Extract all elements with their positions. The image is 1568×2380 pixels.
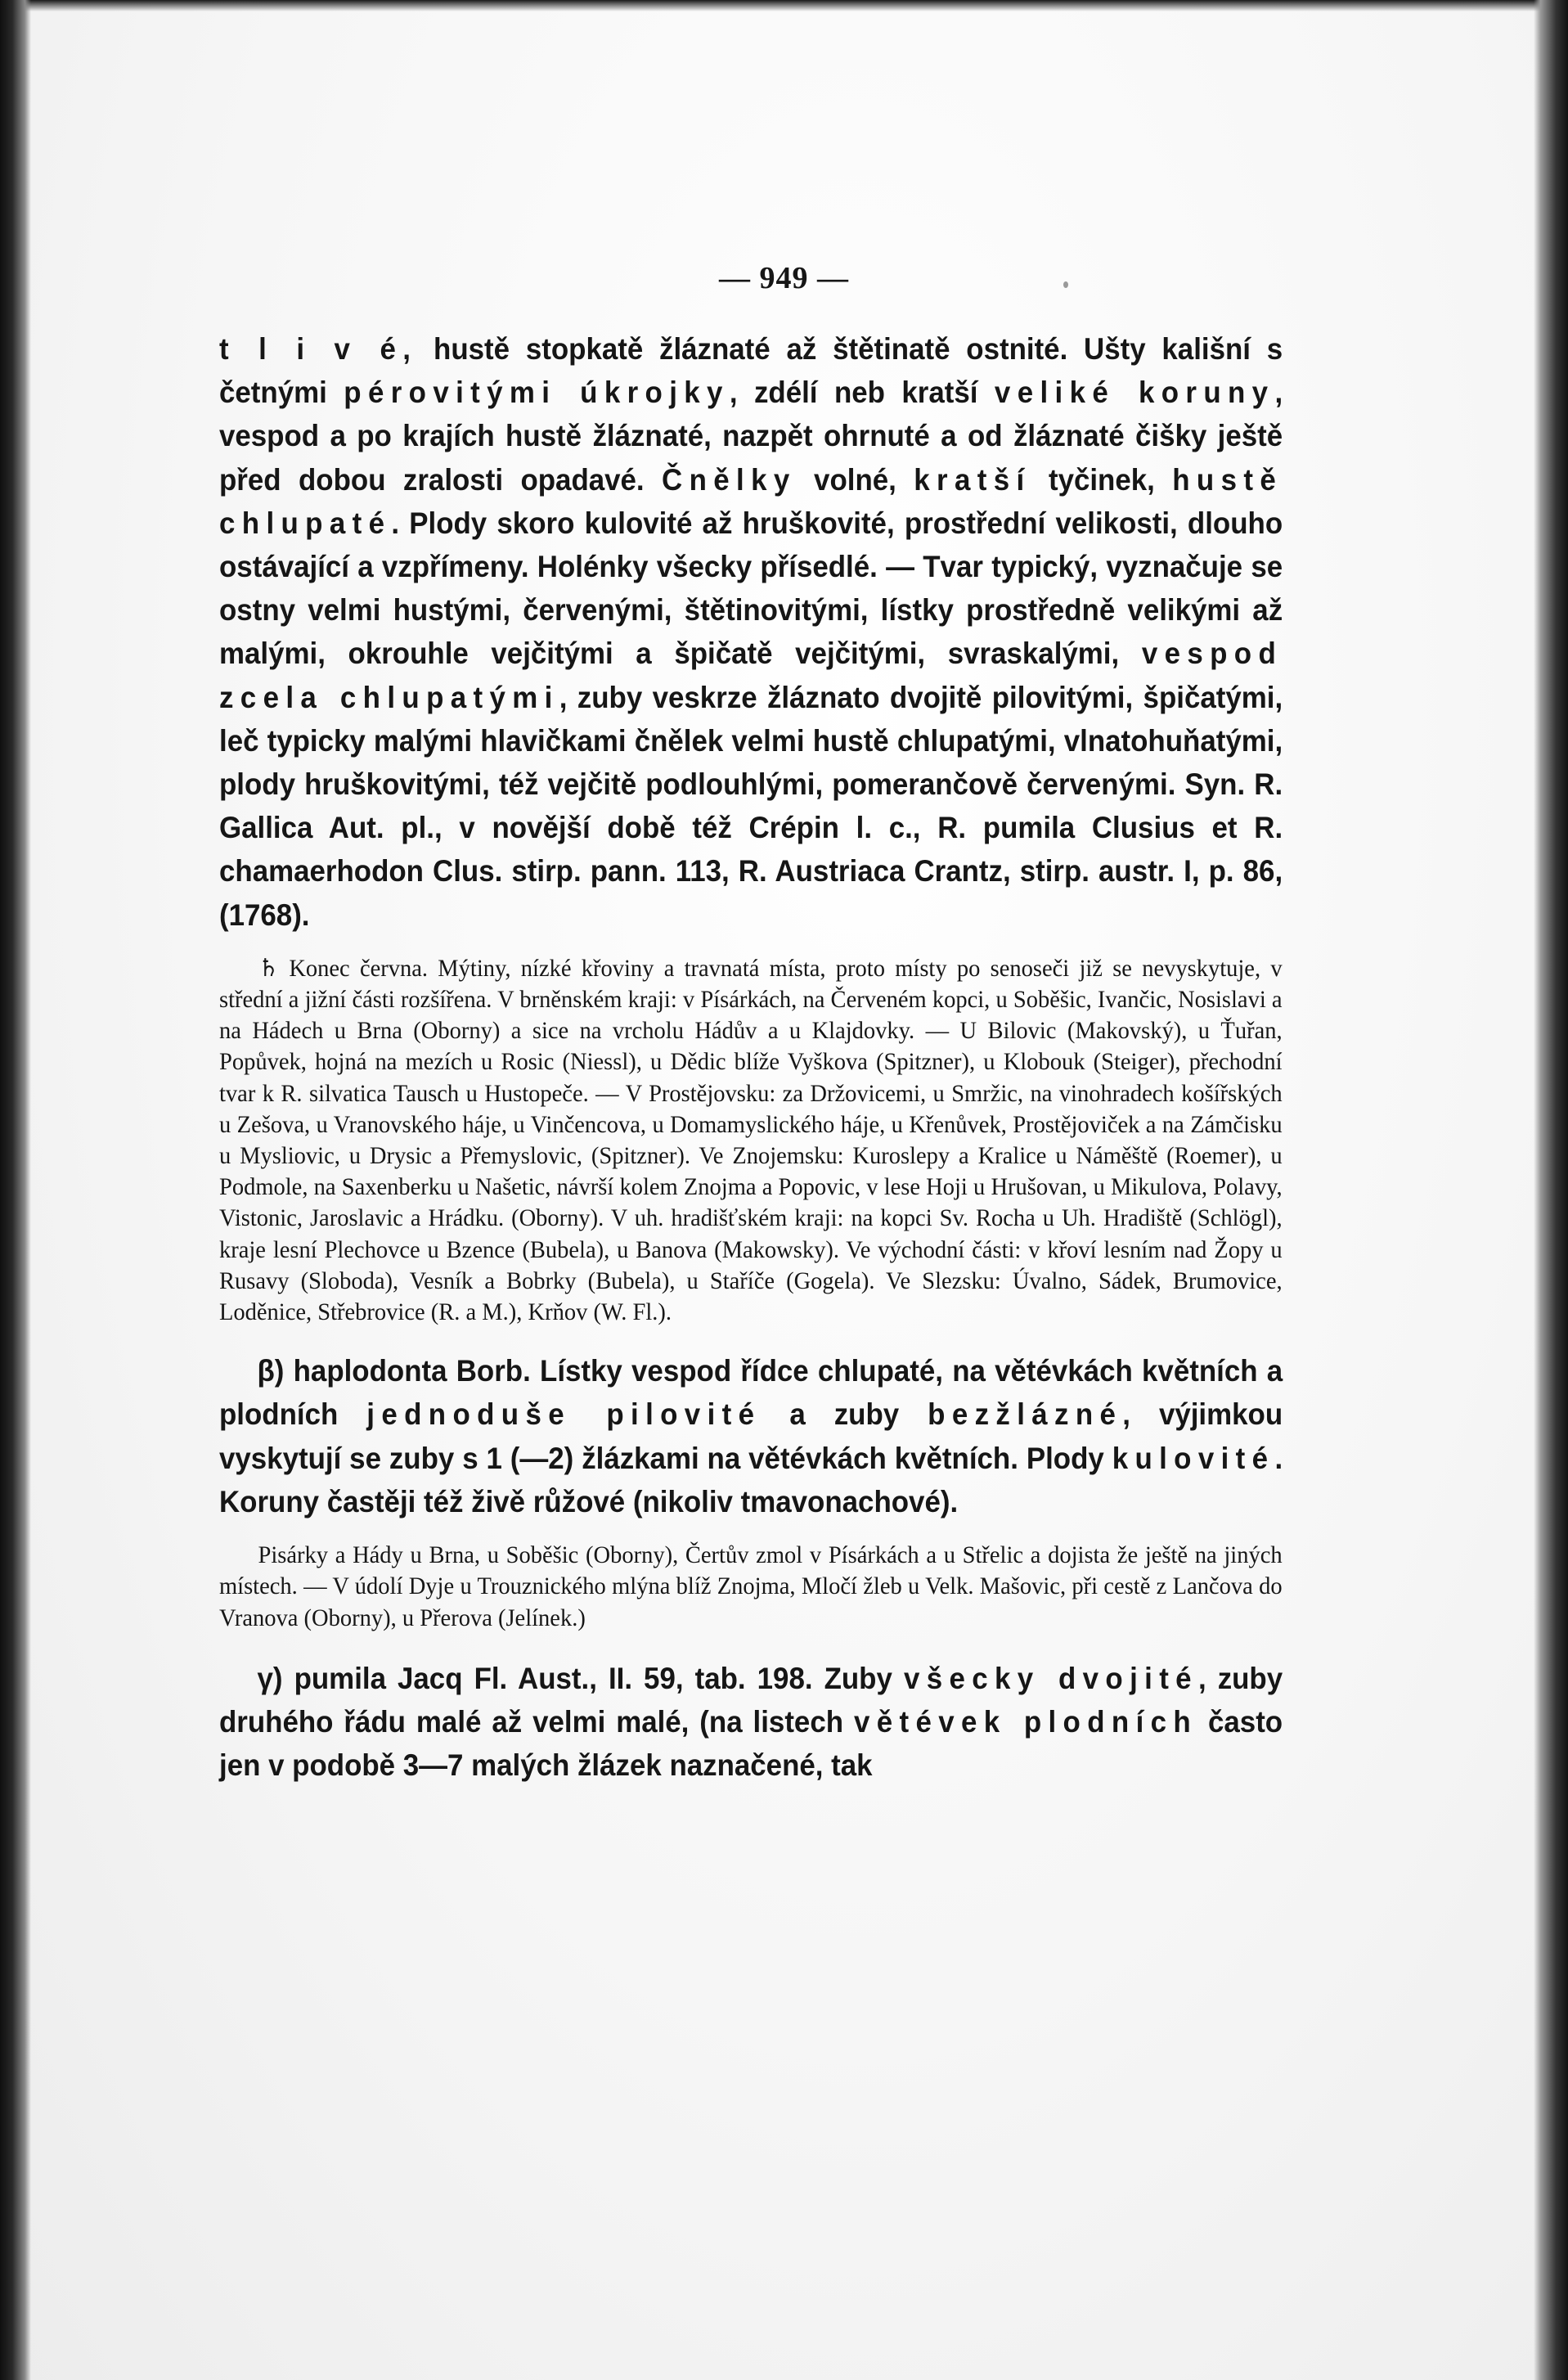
span-text: často jen v podobě 3—7 malých žlázek naznačené, tak (219, 1703, 1283, 1783)
variety-name: haplodonta Borb. (293, 1353, 531, 1388)
span-spaced: větévek plodních (853, 1703, 1198, 1739)
paragraph-gap (219, 937, 1283, 953)
span-spaced: pérovitými úkrojky (344, 375, 730, 410)
span-text: Fl. Aust., II. 59, tab. 198. Zuby (462, 1660, 904, 1695)
page-right-edge-shadow (1534, 0, 1568, 2380)
paragraph-localities: ♄ Konec června. Mýtiny, nízké křoviny a travnatá místa, proto místy po senoseči již se nevyskytuje, v střední a jižní části rozšířena. V brněnském kraji: v Písárkách, na Červeném kopci, u Soběšic, Ivančic, Nosislavi a na Hádech u Brna (Oborny) a sice na vrcholu Hádův a u Klajdovky. — U Bilovic (Makovský), u Ťuřan, Popůvek, hojná na mezích u Rosic (Niessl), u Dědic blíže Vyškova (Spitzner), u Klobouk (Steiger), přechodní tvar k R. silvatica Tausch u Hustopeče. — V Prostějovsku: za Držovicemi, u Smržic, na vinohradech košířských u Zešova, u Vranovského háje, u Vinčencova, u Domamyslického háje, u Křenůvek, Prostějoviček a na Zámčisku u Mysliovic, u Drysic a Přemyslovic, (Spitzner). Ve Znojemsku: Kuroslepy a Kralice u Náměště (Roemer), u Podmole, na Saxenberku u Našetic, návrší kolem Znojma a Popovic, v lese Hoji u Hrušovan, u Mikulova, Polavy, Vistonic, Jaroslavic a Hrádku. (Oborny). V uh. hradišťském kraji: na kopci Sv. Rocha u Uh. Hradiště (Schlögl), kraje lesní Plechovce u Bzence (Bubela), u Banova (Makowsky). Ve východní části: v křoví lesním nad Žopy u Rusavy (Sloboda), Vesník a Bobrky (Bubela), u Staříče (Gogela). Ve Slezsku: Úvalno, Sádek, Brumovice, Loděnice, Střebrovice (R. a M.), Krňov (W. Fl.). (219, 954, 1283, 1326)
variety-name: pumila Jacq (294, 1660, 463, 1695)
paragraph-gap (219, 1634, 1283, 1657)
variety-letter: γ) (257, 1660, 294, 1695)
span-text: , zuby veskrze žláznato dvojitě pilovitými, špičatými, leč typicky malými hlavičkami čnělek velmi hustě chlupatými, vlnatohuňatými, plody hruškovitými, též vejčitě podlouhlými, pomerančově červenými. Syn. R. Gallica Aut. pl., v novější době též Crépin l. c., R. pumila Clusius et R. chamaerhodon Clus. stirp. pann. 113, R. Austriaca Crantz, stirp. austr. I, p. 86, (1768). (219, 679, 1283, 932)
span-text: a zuby (761, 1397, 928, 1432)
span-text: . Koruny častěji též živě růžové (nikoliv tmavonachové). (219, 1440, 1283, 1518)
span-spaced: všecky dvojité (903, 1660, 1198, 1695)
span-text: tyčinek, (1031, 461, 1173, 497)
paragraph-gap (219, 1523, 1283, 1540)
page-top-shadow (0, 0, 1568, 11)
span-spaced: kratší (914, 461, 1031, 497)
span-spaced: hustě chlupaté (219, 461, 1283, 540)
page-number: — 949 — (719, 261, 849, 295)
span-text: hustě stopkatě žláznaté až štětinatě ostnité. Ušty kališní s četnými (219, 331, 1283, 410)
span-spaced: Čnělky (662, 461, 797, 497)
paragraph-description (219, 327, 1283, 937)
span-text: volné, (796, 461, 914, 497)
span-text: . Plody skoro kulovité až hruškovité, prostřední velikosti, dlouho ostávající a vzpřímeny. Holénky všecky přísedlé. — Tvar typický, vyznačuje se ostny velmi hustými, červenými, štětinovitými, lístky prostředně velikými až malými, okrouhle vejčitými a špičatě vejčitými, svraskalými, (219, 505, 1283, 671)
span-spaced: jednoduše pilovité (366, 1397, 762, 1432)
page-left-edge-shadow (0, 0, 31, 2380)
text-column (219, 327, 1283, 1787)
span-spaced: veliké koruny (994, 375, 1275, 410)
span-text: , zdélí neb kratší (729, 375, 995, 410)
paragraph-gap (219, 1328, 1283, 1349)
span-spaced: vespod zcela chlupatými (219, 636, 1283, 714)
variety-letter: β) (257, 1353, 294, 1388)
span-text: , zuby druhého řádu malé až velmi malé, (na listech (219, 1660, 1283, 1739)
span-spaced: t l i v é, (219, 331, 418, 366)
span-text: Lístky vespod řídce chlupaté, na větévkách květních a plodních (219, 1353, 1283, 1432)
paragraph-variety-gamma (219, 1657, 1283, 1788)
span-text: , výjimkou vyskytují se zuby s 1 (—2) žlázkami na větévkách květních. Plody (219, 1397, 1283, 1475)
span-spaced: bezžlázné (928, 1397, 1123, 1432)
paragraph-localities-beta: Pisárky a Hády u Brna, u Soběšic (Oborny), Čertův zmol v Písárkách a u Střelic a dojista že ještě na jiných místech. — V údolí Dyje u Trouznického mlýna blíž Znojma, Mločí žleb u Velk. Mašovic, při cestě z Lančova do Vranova (Oborny), u Přerova (Jelínek.) (219, 1541, 1283, 1631)
span-text: , vespod a po krajích hustě žláznaté, nazpět ohrnuté a od žláznaté čišky ještě před dobou zralosti opadavé. (219, 375, 1283, 497)
span-spaced: kulovité (1112, 1440, 1275, 1475)
paragraph-variety-beta (219, 1349, 1283, 1523)
